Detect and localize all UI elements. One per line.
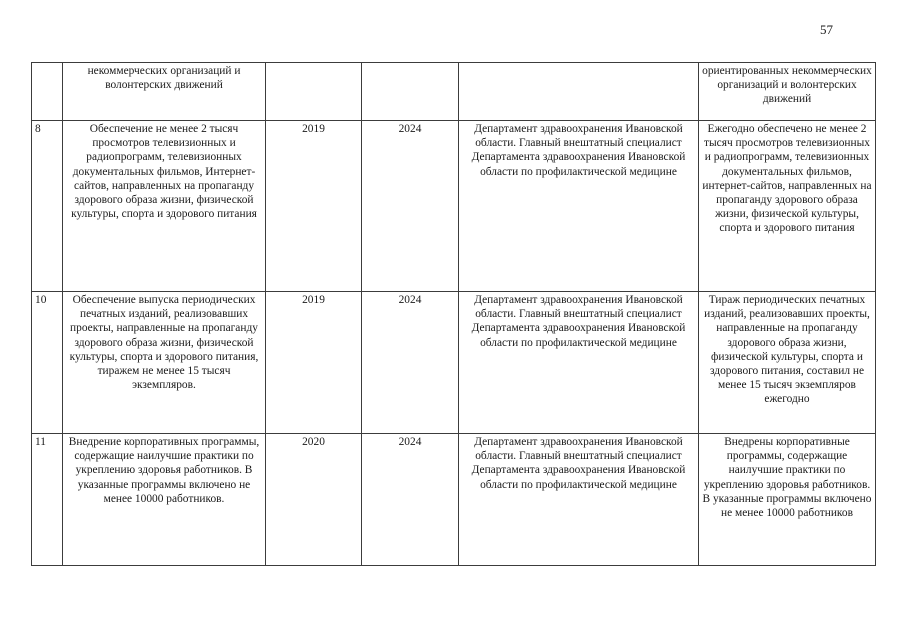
expected-result: Внедрены корпоративные программы, содержащие наилучшие практики по укреплению здоровья работников. В указанные программы включено не менее 10000 работников xyxy=(699,434,876,566)
row-number: 11 xyxy=(32,434,63,566)
expected-result: Ежегодно обеспечено не менее 2 тысяч просмотров телевизионных и радиопрограмм, телевизионных документальных фильмов, интернет-сайтов, направленных на пропаганду здорового образа жизни, физической культуры, спорта и здорового питания xyxy=(699,121,876,292)
page-number: 57 xyxy=(820,22,833,37)
table-row xyxy=(32,434,876,566)
measure-name: Обеспечение не менее 2 тысяч просмотров телевизионных и радиопрограмм, телевизионных документальных фильмов, Интернет-сайтов, направленных на пропаганду здорового образа жизни, физической культуры, спорта и здорового питания xyxy=(63,121,266,292)
measures-table xyxy=(31,62,876,566)
measure-name: некоммерческих организаций и волонтерских движений xyxy=(63,63,266,121)
start-year xyxy=(266,63,362,121)
table-row xyxy=(32,63,876,121)
responsible-executor: Департамент здравоохранения Ивановской области. Главный внештатный специалист Департамента здравоохранения Ивановской области по профилактической медицине xyxy=(459,292,699,434)
table-row xyxy=(32,121,876,292)
row-number xyxy=(32,63,63,121)
end-year: 2024 xyxy=(362,292,459,434)
start-year: 2020 xyxy=(266,434,362,566)
start-year: 2019 xyxy=(266,292,362,434)
measure-name: Внедрение корпоративных программы, содержащие наилучшие практики по укреплению здоровья работников. В указанные программы включено не менее 10000 работников. xyxy=(63,434,266,566)
start-year: 2019 xyxy=(266,121,362,292)
responsible-executor: Департамент здравоохранения Ивановской области. Главный внештатный специалист Департамента здравоохранения Ивановской области по профилактической медицине xyxy=(459,434,699,566)
end-year: 2024 xyxy=(362,121,459,292)
responsible-executor: Департамент здравоохранения Ивановской области. Главный внештатный специалист Департамента здравоохранения Ивановской области по профилактической медицине xyxy=(459,121,699,292)
responsible-executor xyxy=(459,63,699,121)
row-number: 10 xyxy=(32,292,63,434)
end-year: 2024 xyxy=(362,434,459,566)
expected-result: Тираж периодических печатных изданий, реализовавших проекты, направленные на пропаганду здорового образа жизни, физической культуры, спорта и здорового питания, составил не менее 15 тысяч экземпляров ежегодно xyxy=(699,292,876,434)
expected-result: ориентированных некоммерческих организаций и волонтерских движений xyxy=(699,63,876,121)
table-row xyxy=(32,292,876,434)
end-year xyxy=(362,63,459,121)
row-number: 8 xyxy=(32,121,63,292)
measure-name: Обеспечение выпуска периодических печатных изданий, реализовавших проекты, направленные на пропаганду здорового образа жизни, физической культуры, спорта и здорового питания, тиражем не менее 15 тысяч экземпляров. xyxy=(63,292,266,434)
